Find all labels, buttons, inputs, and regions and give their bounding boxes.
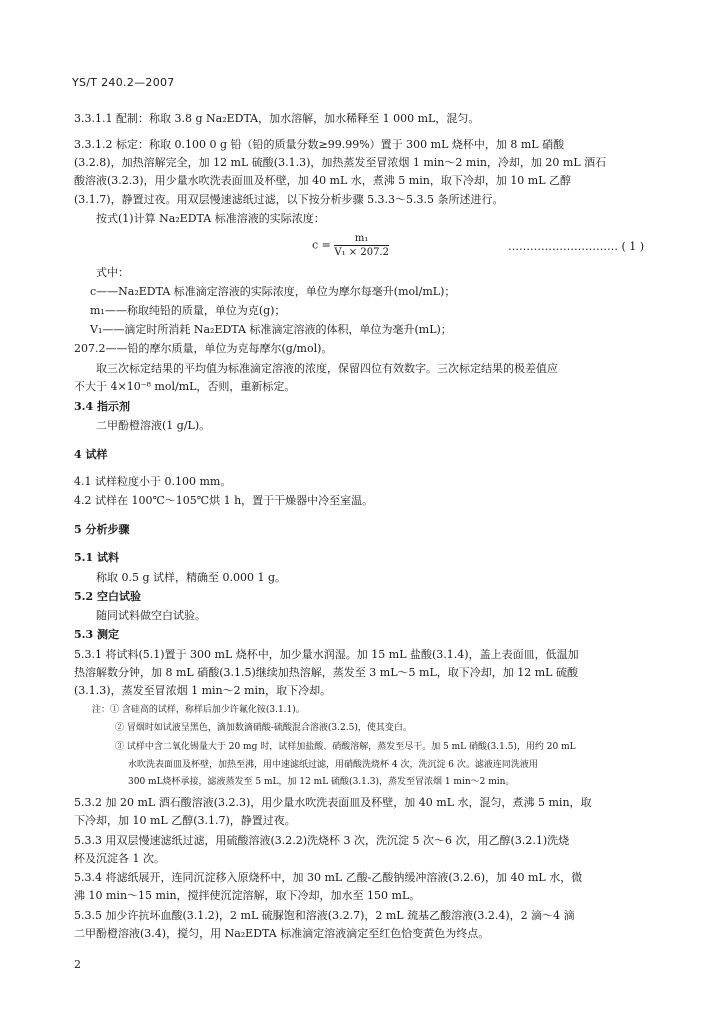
section-5-3-4-line2: 沸 10 min～15 min，搅拌使沉淀溶解，取下冷却，加水至 150 mL。 (74, 889, 421, 902)
section-5-3-5-line1: 5.3.5 加少许抗坏血酸(3.1.2)，2 mL 硫脲饱和溶液(3.2.7)，2 mL 巯基乙酸溶液(3.2.4)，2 滴～4 滴 (74, 909, 575, 922)
section-4-1: 4.1 试样粒度小于 0.100 mm。 (74, 475, 232, 488)
formula-number-label: ( 1 ) (621, 240, 645, 253)
formula-leader-dots: ………………………… (508, 240, 618, 253)
section-5-3-2-line1: 5.3.2 加 20 mL 酒石酸溶液(3.2.3)，用少量水吹洗表面皿及杯壁，加 40 mL 水，混匀，煮沸 5 min，取 (74, 796, 592, 809)
section-5-1-text: 称取 0.5 g 试样，精确至 0.000 1 g。 (96, 571, 287, 584)
formula-fraction (334, 233, 389, 258)
section-5-3-4-line1: 5.3.4 将滤纸展开，连同沉淀移入原烧杯中，加 30 mL 乙酸-乙酸钠缓冲溶液(3.2.6)，加 40 mL 水，微 (74, 871, 583, 884)
section-5-1-title: 5.1 试料 (74, 551, 119, 564)
paragraph-average-line2: 不大于 4×10⁻⁸ mol/mL，否则，重新标定。 (74, 380, 296, 393)
section-5-3-3-line2: 杯及沉淀各 1 次。 (74, 852, 165, 865)
formula-intro: 按式(1)计算 Na₂EDTA 标准溶液的实际浓度： (96, 212, 325, 225)
note-3-line3: 300 mL烧杯承接，滤液蒸发至 5 mL，加 12 mL 硫酸(3.1.3)，蒸发至冒浓烟 1 min～2 min。 (128, 777, 515, 787)
section-5-2-text: 随同试料做空白试验。 (96, 609, 206, 622)
section-4-title: 4 试样 (74, 448, 108, 461)
formula-lhs: c = (312, 238, 331, 252)
section-5-3-3-line1: 5.3.3 用双层慢速滤纸过滤，用硫酸溶液(3.2.2)洗烧杯 3 次，洗沉淀 5 次～6 次，用乙醇(3.2.1)洗烧 (74, 834, 570, 847)
section-5-2-title: 5.2 空白试验 (74, 590, 141, 603)
paragraph-3-3-1-2-line1: 3.3.1.2 标定：称取 0.100 0 g 铅（铅的质量分数≥99.99%）置于 300 mL 烧杯中，加 8 mL 硝酸 (74, 138, 565, 151)
definition-molar-mass: 207.2——铅的摩尔质量，单位为克每摩尔(g/mol)。 (74, 342, 333, 355)
paragraph-3-3-1-2-line2: (3.2.8)，加热溶解完全，加 12 mL 硫酸(3.1.3)，加热蒸发至冒浓烟 1 min～2 min，冷却，加 20 mL 酒石 (74, 156, 607, 169)
formula-1 (312, 233, 389, 258)
section-5-3-1-line2: 热溶解数分钟，加 8 mL 硝酸(3.1.5)继续加热溶解，蒸发至 3 mL～5 mL，取下冷却，加 12 mL 硫酸 (74, 666, 578, 679)
formula-denominator: V₁ × 207.2 (334, 247, 389, 258)
definition-intro: 式中： (96, 266, 129, 279)
note-1: 注：① 含硅高的试样，称样后加少许氟化铵(3.1.1)。 (92, 705, 305, 715)
section-5-3-5-line2: 二甲酚橙溶液(3.4)，搅匀，用 Na₂EDTA 标准滴定溶液滴定至红色恰变黄色为终点。 (74, 927, 490, 940)
definition-v1: V₁——滴定时所消耗 Na₂EDTA 标准滴定溶液的体积，单位为毫升(mL)； (90, 323, 452, 336)
note-3-line1: ③ 试样中含二氧化锡量大于 20 mg 时，试样加盐酸、硝酸溶解，蒸发至尽干。加 5 mL 硝酸(3.1.5)，用约 20 mL (115, 742, 576, 752)
definition-m1: m₁——称取纯铅的质量，单位为克(g)； (90, 304, 286, 317)
paragraph-3-3-1-1: 3.3.1.1 配制：称取 3.8 g Na₂EDTA，加水溶解，加水稀释至 1 000 mL，混匀。 (74, 112, 480, 125)
formula-numerator: m₁ (334, 233, 389, 246)
section-5-3-2-line2: 下冷却，加 10 mL 乙醇(3.1.7)，静置过夜。 (74, 814, 296, 827)
standard-header: YS/T 240.2—2007 (72, 76, 175, 89)
note-3-line2: 水吹洗表面皿及杯壁，加热至沸，用中速滤纸过滤，用硝酸洗烧杯 4 次，洗沉淀 6 次。滤液连同洗液用 (128, 760, 538, 770)
section-5-3-1-line3: (3.1.3)，蒸发至冒浓烟 1 min～2 min，取下冷却。 (74, 684, 332, 697)
section-5-title: 5 分析步骤 (74, 523, 130, 536)
section-4-2: 4.2 试样在 100℃～105℃烘 1 h，置于干燥器中冷至室温。 (74, 494, 374, 507)
paragraph-3-3-1-2-line3: 酸溶液(3.2.3)，用少量水吹洗表面皿及杯壁，加 40 mL 水，煮沸 5 min，取下冷却，加 10 mL 乙醇 (74, 174, 572, 187)
note-2: ② 冒烟时如试液呈黑色，滴加数滴硝酸-硫酸混合溶液(3.2.5)，使其变白。 (115, 723, 412, 733)
formula-number (508, 240, 644, 253)
definition-c: c——Na₂EDTA 标准滴定溶液的实际浓度，单位为摩尔每毫升(mol/mL)； (90, 285, 456, 298)
paragraph-average-line1: 取三次标定结果的平均值为标准滴定溶液的浓度，保留四位有效数字。三次标定结果的极差值应 (96, 362, 558, 375)
section-3-4-title: 3.4 指示剂 (74, 400, 130, 413)
section-5-3-1-line1: 5.3.1 将试料(5.1)置于 300 mL 烧杯中，加少量水润湿。加 15 mL 盐酸(3.1.4)，盖上表面皿，低温加 (74, 648, 579, 661)
paragraph-3-3-1-2-line4: (3.1.7)，静置过夜。用双层慢速滤纸过滤，以下按分析步骤 5.3.3～5.3.5 条所述进行。 (74, 193, 504, 206)
page-number: 2 (74, 958, 81, 971)
section-3-4-text: 二甲酚橙溶液(1 g/L)。 (96, 419, 211, 432)
section-5-3-title: 5.3 测定 (74, 628, 119, 641)
